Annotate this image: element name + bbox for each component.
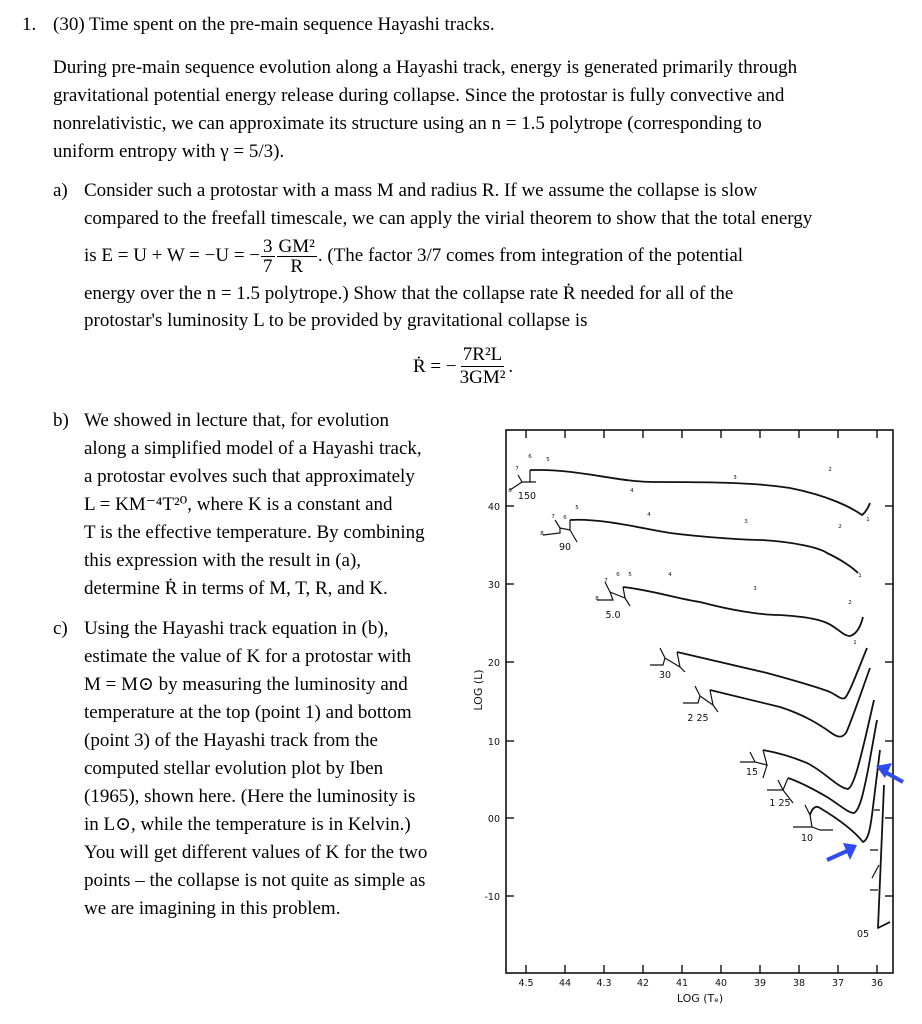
y-axis-label: LOG (L): [472, 669, 485, 711]
x-axis-label: LOG (Tₑ): [676, 992, 724, 1005]
equation-end: .: [508, 355, 514, 377]
frac-den: 7: [263, 255, 273, 277]
point-label: 6: [563, 515, 567, 521]
y-tick-label: 40: [487, 502, 500, 513]
point-label: 2: [848, 600, 852, 606]
x-tick-label: 41: [675, 978, 689, 989]
fraction-3-7: [261, 237, 275, 276]
part-c-line: estimate the value of K for a protostar with: [84, 646, 412, 667]
point-label: 3: [733, 475, 737, 481]
point-label: 1: [858, 573, 862, 579]
track-hook: [543, 520, 577, 542]
part-a-line: protostar's luminosity L to be provided by gravitational collapse is: [84, 310, 588, 331]
point-label: 7: [551, 514, 555, 520]
y-tick-label: 10: [487, 737, 500, 748]
iben-hr-diagram: [460, 420, 910, 1020]
problem-title: (30) Time spent on the pre-main sequence Hayashi tracks.: [53, 14, 495, 35]
point-label: 2: [838, 524, 842, 530]
x-tick-label: 37: [831, 978, 845, 989]
mass-label: 150: [517, 491, 537, 502]
frac-den: R: [290, 255, 304, 277]
part-c-line: (point 3) of the Hayashi track from the: [84, 730, 378, 751]
part-b-label: b): [53, 410, 69, 431]
mass-label: 10: [800, 833, 814, 844]
arrow-top-point-shaft: [885, 772, 903, 782]
intro-line: gravitational potential energy release during collapse. Since the protostar is fully convective and: [53, 85, 785, 106]
part-c-line: we are imagining in this problem.: [84, 898, 341, 919]
part-b-line: determine Ṙ in terms of M, T, R, and K.: [84, 578, 388, 599]
point-label: 4: [647, 512, 651, 518]
part-a-line: compared to the freefall timescale, we can apply the virial theorem to show that the total energy: [84, 208, 813, 229]
part-c-line: Using the Hayashi track equation in (b),: [84, 618, 389, 639]
mass-label: 2 25: [687, 713, 709, 724]
part-b-line: T is the effective temperature. By combining: [84, 522, 425, 543]
part-a-line: Consider such a protostar with a mass M and radius R. If we assume the collapse is slow: [84, 180, 758, 201]
mass-label: 15: [745, 767, 759, 778]
x-tick-label: 36: [870, 978, 884, 989]
x-tick-label: 42: [636, 978, 650, 989]
point-label: 5: [628, 572, 632, 578]
x-tick-label: 40: [714, 978, 728, 989]
point-label: 4: [668, 572, 672, 578]
evolution-track: [570, 520, 858, 573]
point-label: 4: [630, 488, 634, 494]
evolution-track: [878, 785, 890, 928]
part-b-line: a protostar evolves such that approximately: [84, 466, 415, 487]
mass-label: 05: [856, 929, 870, 940]
evolution-track: [677, 648, 867, 699]
frac-den: 3GM²: [459, 367, 506, 388]
point-label: 1: [853, 640, 857, 646]
point-label: 5: [575, 505, 579, 511]
arrow-bottom-point-shaft: [827, 851, 847, 860]
part-c-line: temperature at the top (point 1) and bottom: [84, 702, 412, 723]
part-c-line: M = M⊙ by measuring the luminosity and: [84, 674, 408, 695]
evolution-track: [763, 700, 874, 789]
part-c-line: computed stellar evolution plot by Iben: [84, 758, 384, 779]
frac-num: 7R²L: [462, 344, 503, 365]
mass-label: 1 25: [769, 798, 791, 809]
track-hook: [650, 648, 685, 672]
equation-fraction: [458, 344, 508, 389]
part-b-line: along a simplified model of a Hayashi track,: [84, 438, 422, 459]
point-label: 2: [828, 467, 832, 473]
point-label: 7: [515, 466, 519, 472]
part-b-line: L = KM⁻⁴T²⁰, where K is a constant and: [84, 494, 393, 515]
energy-equation-line: [84, 234, 743, 278]
part-c-line: in L⊙, while the temperature is in Kelvin.): [84, 814, 411, 835]
y-tick-label: 00: [487, 814, 500, 825]
point-label: 5: [546, 457, 550, 463]
plot-frame: [506, 430, 893, 973]
plot-border: [506, 430, 893, 973]
energy-prefix: is E = U + W = −U = −: [84, 245, 261, 266]
problem-number: 1.: [22, 14, 37, 35]
point-label: 8: [595, 596, 599, 602]
frac-num: GM²: [278, 235, 315, 257]
evolution-track: [710, 668, 870, 737]
point-label: 6: [616, 572, 620, 578]
y-tick-label: 20: [487, 658, 500, 669]
mass-label: 5.0: [605, 610, 621, 621]
part-c-line: You will get different values of K for the two: [84, 842, 428, 863]
point-label: 7: [604, 578, 608, 584]
x-tick-label: 44: [558, 978, 572, 989]
evolution-track: [623, 587, 863, 636]
y-tick-label: 30: [487, 580, 500, 591]
point-label: 3: [744, 519, 748, 525]
part-b-line: We showed in lecture that, for evolution: [84, 410, 390, 431]
part-c-line: points – the collapse is not quite as simple as: [84, 870, 426, 891]
point-label: 8: [540, 531, 544, 537]
mass-label: 90: [558, 542, 572, 553]
x-tick-label: 39: [753, 978, 767, 989]
energy-suffix: . (The factor 3/7 comes from integration of the potential: [317, 245, 744, 266]
point-label: 3: [753, 586, 757, 592]
point-label: 8: [508, 488, 512, 494]
equation-lhs: Ṙ = −: [413, 355, 457, 377]
x-tick-label: 4.5: [518, 978, 534, 989]
intro-line: nonrelativistic, we can approximate its structure using an n = 1.5 polytrope (corresponding to: [53, 113, 762, 134]
part-c-line: (1965), shown here. (Here the luminosity is: [84, 786, 416, 807]
frac-num: 3: [263, 235, 273, 257]
track-hook: [597, 582, 630, 606]
track-hook: [510, 470, 536, 490]
x-tick-label: 4.3: [596, 978, 612, 989]
point-label: 6: [528, 454, 532, 460]
part-a-line: energy over the n = 1.5 polytrope.) Show that the collapse rate Ṙ needed for all of the: [84, 283, 734, 304]
fraction-gm2-r: [277, 237, 317, 276]
mass-label: 30: [658, 670, 672, 681]
evolution-track: [530, 470, 870, 515]
point-label: 1: [866, 517, 870, 523]
part-b-line: this expression with the result in (a),: [84, 550, 362, 571]
y-tick-label: -10: [484, 892, 500, 903]
x-tick-label: 38: [792, 978, 806, 989]
intro-line: uniform entropy with γ = 5/3).: [53, 141, 285, 162]
collapse-rate-equation: [413, 344, 513, 389]
intro-line: During pre-main sequence evolution along a Hayashi track, energy is generated primarily through: [53, 57, 798, 78]
part-c-label: c): [53, 618, 68, 639]
part-a-label: a): [53, 180, 68, 201]
